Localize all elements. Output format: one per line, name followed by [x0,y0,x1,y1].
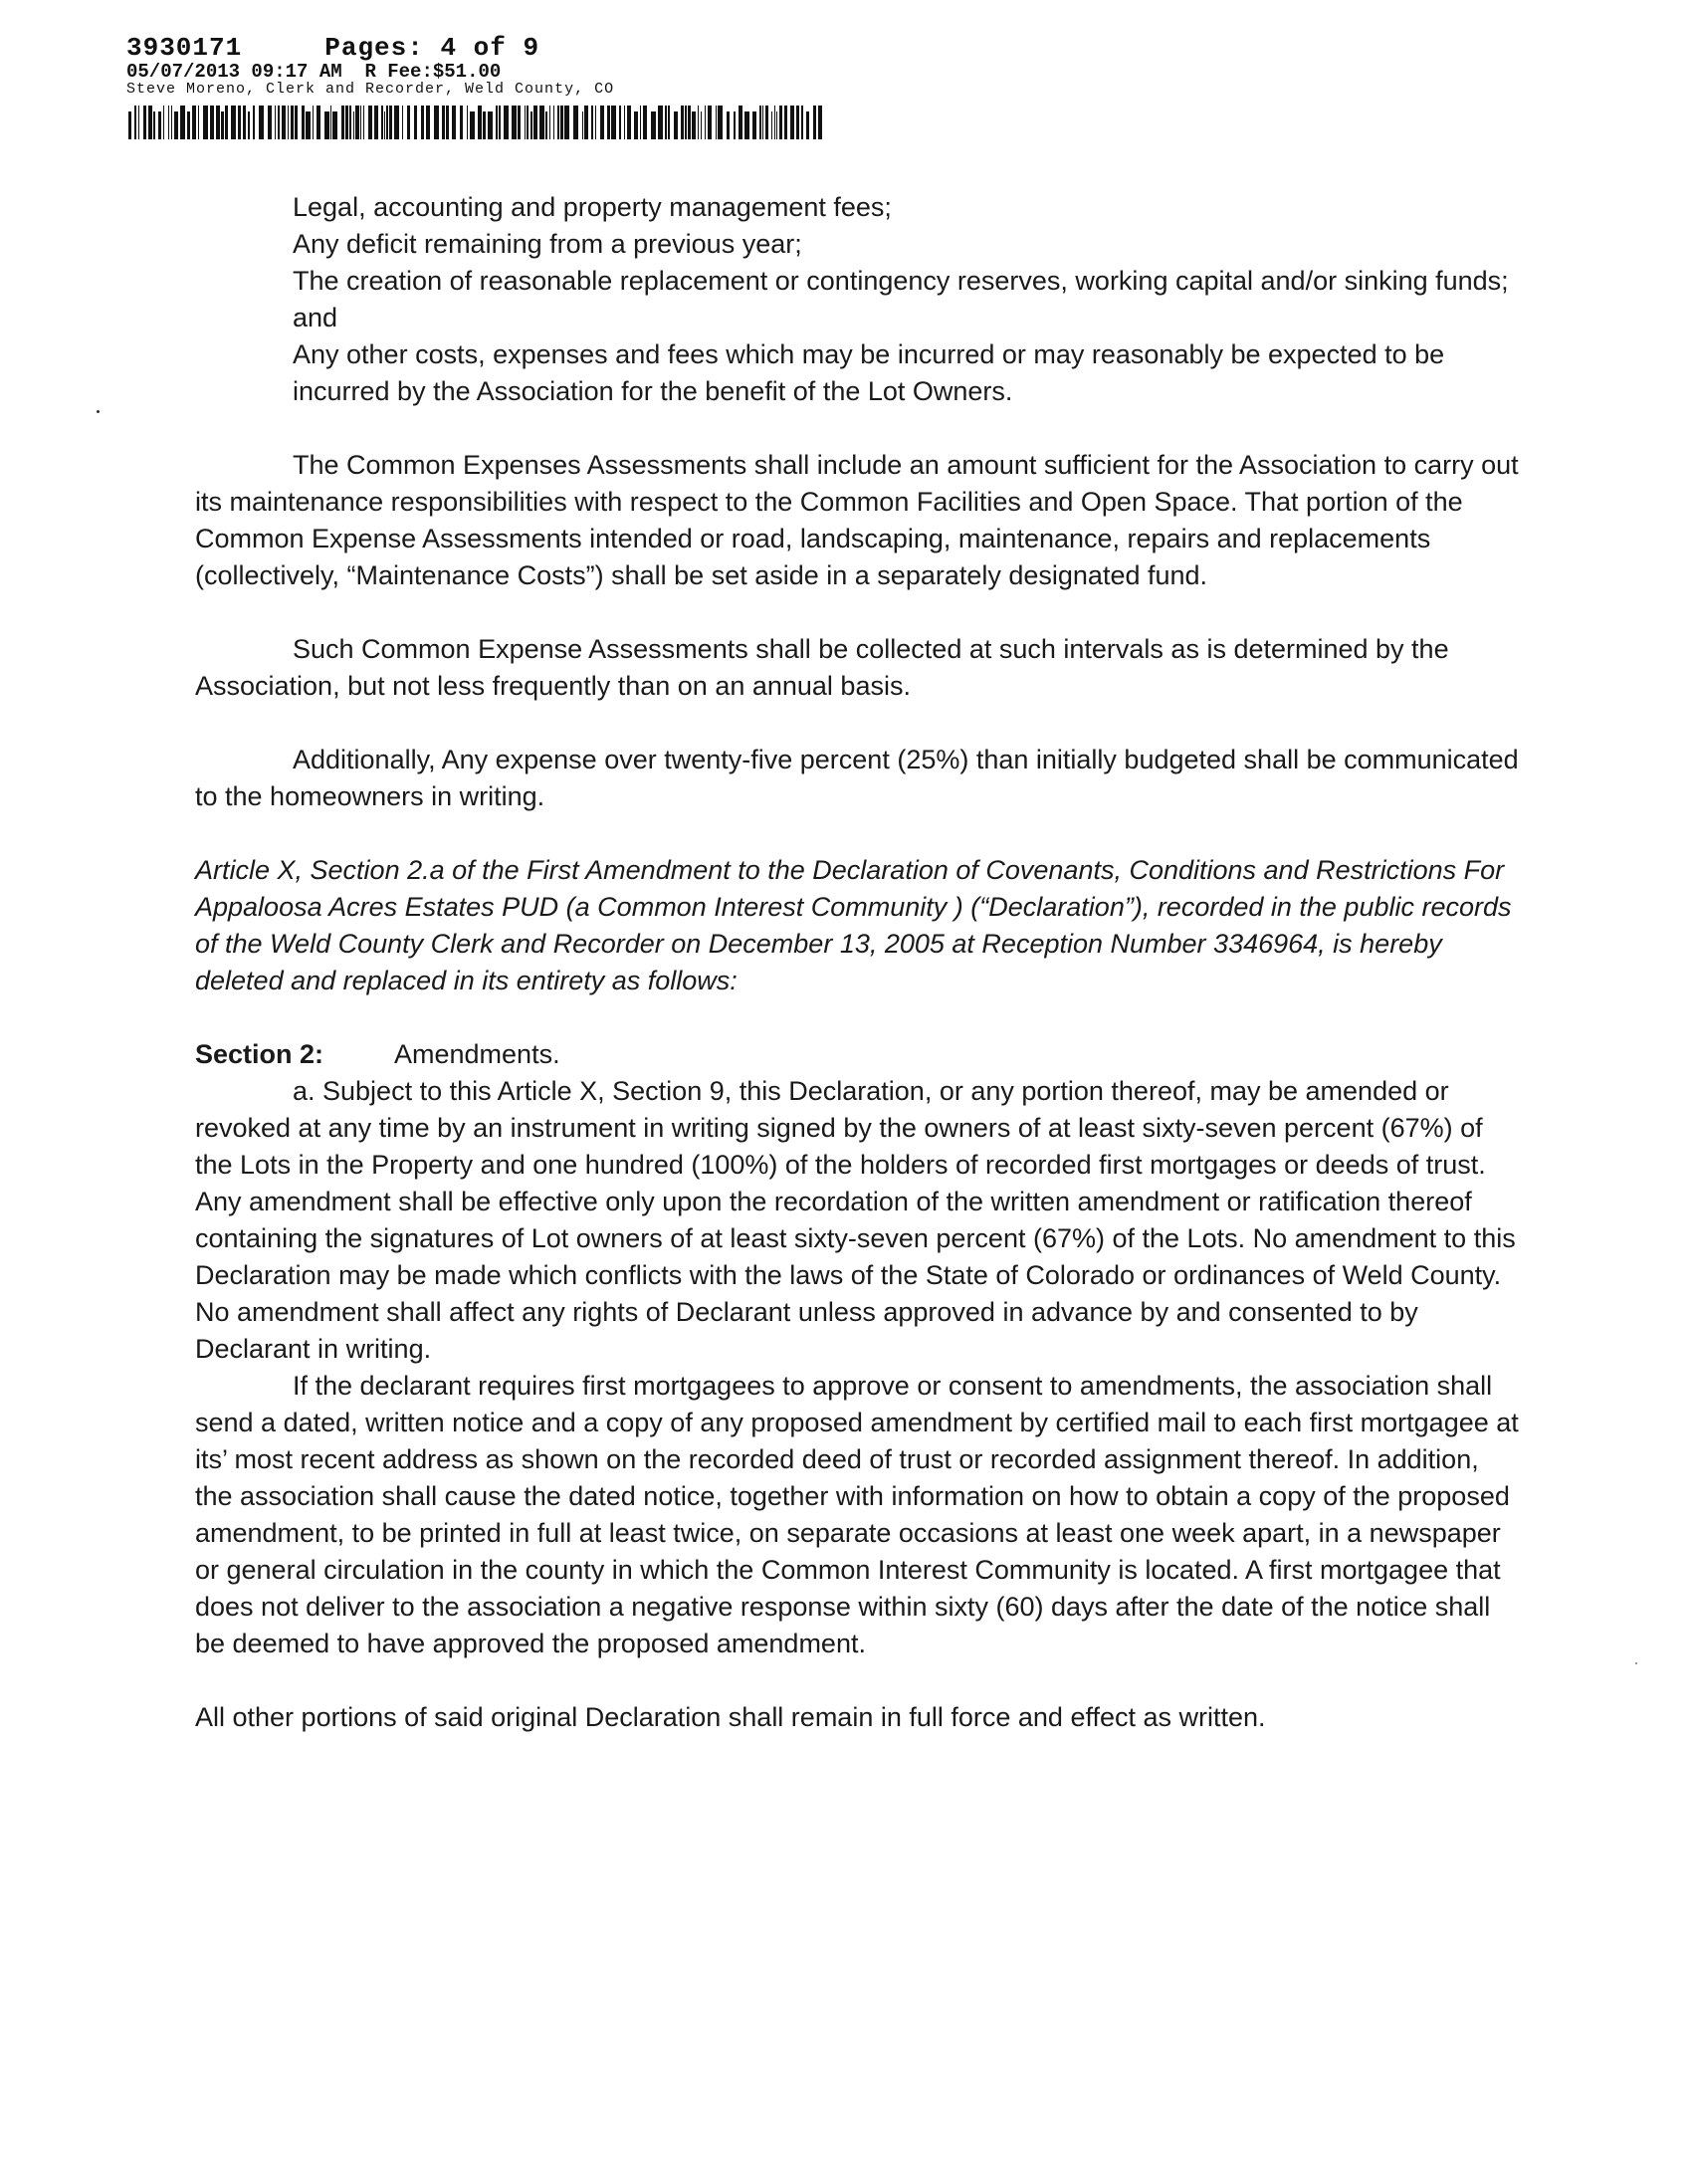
paragraph-budget-overage: Additionally, Any expense over twenty-five percent (25%) than initially budgeted shall be communicated to the homeowners in writing. [195,745,1519,811]
scan-speck [97,410,100,413]
section-2-mortgagee-text: If the declarant requires first mortgagees to approve or consent to amendments, the association shall send a dated, written notice and a copy of any proposed amendment by certified mail to each first mortgagee at its’ most recent address as shown on the recorded deed of trust or recorded assignment thereof. In addition, the association shall cause the dated notice, together with information on how to obtain a copy of the proposed amendment, to be printed in full at least twice, on separate occasions at least one week apart, in a newspaper or general circulation in the county in which the Common Interest Community is located. A first mortgagee that does not deliver to the association a negative response within sixty (60) days after the date of the notice shall be deemed to have approved the proposed amendment. [195,1371,1519,1658]
expense-list-item: Legal, accounting and property management fees; [293,192,892,222]
barcode-image [128,106,831,139]
expense-list-item: The creation of reasonable replacement or contingency reserves, working capital and/or sinking funds; and [293,266,1509,332]
scan-speck [1635,1662,1637,1664]
expense-list-item: Any deficit remaining from a previous year; [293,229,802,259]
recording-stamp [126,34,614,98]
section-2a-text: a. Subject to this Article X, Section 9, this Declaration, or any portion thereof, may be amended or revoked at any time by an instrument in writing signed by the owners of at least sixty-seven percent (67%) of the Lots in the Property and one hundred (100%) of the holders of recorded first mortgages or deeds of trust. Any amendment shall be effective only upon the recordation of the written amendment or ratification thereof containing the signatures of Lot owners of at least sixty-seven percent (67%) of the Lots. No amendment to this Declaration may be made which conflicts with the laws of the State of Colorado or ordinances of Weld County. No amendment shall affect any rights of Declarant unless approved in advance by and consented to by Declarant in writing. [195,1076,1516,1364]
recording-fee: R Fee:$51.00 [364,61,502,83]
section-heading [195,1036,1519,1073]
paragraph-maintenance-costs: The Common Expenses Assessments shall include an amount sufficient for the Association to carry out its maintenance responsibilities with respect to the Common Facilities and Open Space. That portion of the Common Expense Assessments intended or road, landscaping, maintenance, repairs and replacements (collectively, “Maintenance Costs”) shall be set aside in a separately designated fund. [195,450,1519,590]
paragraph-collection-intervals: Such Common Expense Assessments shall be collected at such intervals as is determined by the Association, but not less frequently than on an annual basis. [195,634,1449,701]
section-title: Amendments. [394,1039,560,1069]
closing-statement: All other portions of said original Declaration shall remain in full force and effect as written. [195,1702,1266,1732]
reception-number: 3930171 [126,33,243,63]
paragraph-article-reference: Article X, Section 2.a of the First Amendment to the Declaration of Covenants, Conditions and Restrictions For Appaloosa Acres Estates PUD (a Common Interest Community ) (“Declaration”), recorded in the public records of the Weld County Clerk and Recorder on December 13, 2005 at Reception Number 3346964, is hereby deleted and replaced in its entirety as follows: [195,855,1512,995]
expense-list-item: Any other costs, expenses and fees which may be incurred or may reasonably be expected to be incurred by the Association for the benefit of the Lot Owners. [293,339,1445,406]
recorder-name: Steve Moreno, Clerk and Recorder, Weld County, CO [126,81,615,98]
recorded-date-time: 05/07/2013 09:17 AM [126,61,342,83]
stamp-line-2 [126,62,614,82]
page-count: Pages: 4 of 9 [324,33,540,63]
section-label: Section 2: [195,1039,324,1069]
document-body [195,189,1519,1736]
expense-list [293,189,1519,410]
stamp-line-1 [126,34,614,62]
